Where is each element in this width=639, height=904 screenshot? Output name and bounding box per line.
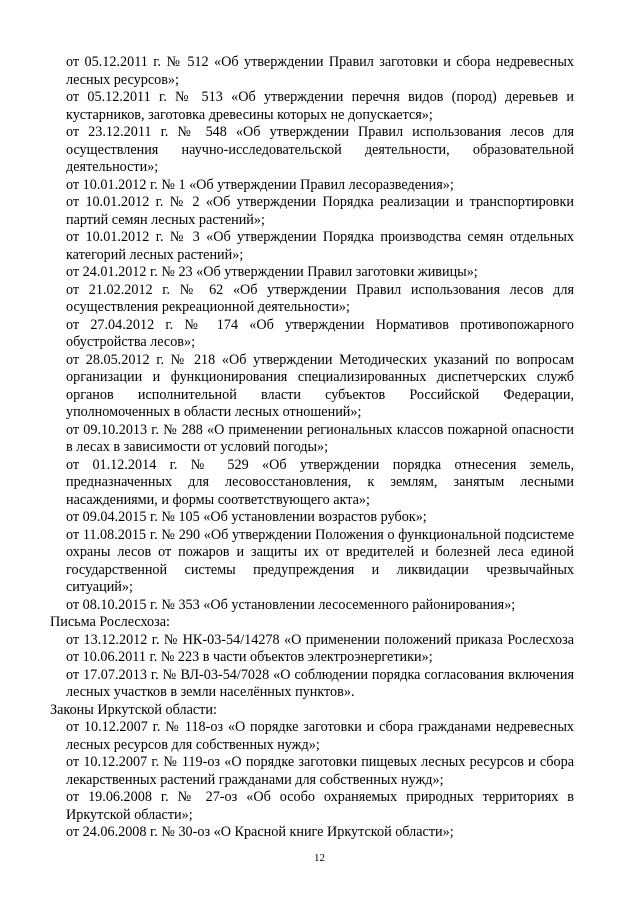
document-body: [50, 54, 574, 842]
list-item: от 24.06.2008 г. № 30-оз «О Красной книге Иркутской области»;: [66, 824, 454, 840]
list-item: от 10.01.2012 г. № 1 «Об утверждении Правил лесоразведения»;: [66, 176, 454, 193]
list-item: от 27.04.2012 г. № 174 «Об утверждении Нормативов противопожарного обустройства лесов»;: [66, 316, 574, 350]
list-item: от 11.08.2015 г. № 290 «Об утверждении Положения о функциональной подсистеме охраны лесов от пожаров и защиты их от вредителей и болезней леса единой государственной системы предупреждения и ликвидации чрезвычайных ситуаций»;: [66, 526, 574, 595]
list-item: от 01.12.2014 г. № 529 «Об утверждении порядка отнесения земель, предназначенных для лесовосстановления, к землям, занятым лесными насаждениями, и формы соответствующего акта»;: [66, 456, 574, 508]
list-item: от 13.12.2012 г. № НК-03-54/14278 «О применении положений приказа Рослесхоза от 10.06.2011 г. № 223 в части объектов электроэнергетики»;: [66, 631, 574, 665]
list-item: от 19.06.2008 г. № 27-оз «Об особо охраняемых природных территориях в Иркутской области»;: [66, 789, 574, 823]
list-item: от 10.01.2012 г. № 3 «Об утверждении Порядка производства семян отдельных категорий лесных растений»;: [66, 229, 574, 263]
list-item: от 05.12.2011 г. № 513 «Об утверждении перечня видов (пород) деревьев и кустарников, заготовка древесины которых не допускается»;: [66, 89, 574, 123]
list-item: от 17.07.2013 г. № ВЛ-03-54/7028 «О соблюдении порядка согласования включения лесных участков в земли населённых пунктов».: [66, 666, 574, 700]
list-item: от 23.12.2011 г. № 548 «Об утверждении Правил использования лесов для осуществления научно-исследовательской деятельности, образовательной деятельности»;: [66, 124, 574, 175]
list-item: от 09.10.2013 г. № 288 «О применении региональных классов пожарной опасности в лесах в зависимости от условий погоды»;: [66, 421, 574, 455]
list-item: от 21.02.2012 г. № 62 «Об утверждении Правил использования лесов для осуществления рекреационной деятельности»;: [66, 281, 574, 315]
list-item: от 09.04.2015 г. № 105 «Об установлении возрастов рубок»;: [66, 509, 427, 525]
list-item: от 10.12.2007 г. № 118-оз «О порядке заготовки и сбора гражданами недревесных лесных ресурсов для собственных нужд»;: [66, 719, 574, 753]
list-item: от 08.10.2015 г. № 353 «Об установлении лесосеменного районирования»;: [66, 596, 516, 613]
list-item: от 28.05.2012 г. № 218 «Об утверждении Методических указаний по вопросам организации и функционирования специализированных диспетчерских служб органов исполнительной власти субъектов Российской Федерации, уполномоченных в области лесных отношений»;: [66, 351, 574, 420]
list-item: от 10.12.2007 г. № 119-оз «О порядке заготовки пищевых лесных ресурсов и сбора лекарственных растений гражданами для собственных нужд»;: [66, 754, 574, 788]
section-heading-laws: Законы Иркутской области:: [50, 701, 217, 718]
list-item: от 10.01.2012 г. № 2 «Об утверждении Порядка реализации и транспортировки партий семян лесных растений»;: [66, 194, 574, 228]
page-number: 12: [314, 852, 325, 864]
list-item: от 24.01.2012 г. № 23 «Об утверждении Правил заготовки живицы»;: [66, 264, 478, 280]
list-item: от 05.12.2011 г. № 512 «Об утверждении Правил заготовки и сбора недревесных лесных ресурсов»;: [66, 54, 574, 88]
section-heading-letters: Письма Рослесхоза:: [50, 614, 170, 630]
